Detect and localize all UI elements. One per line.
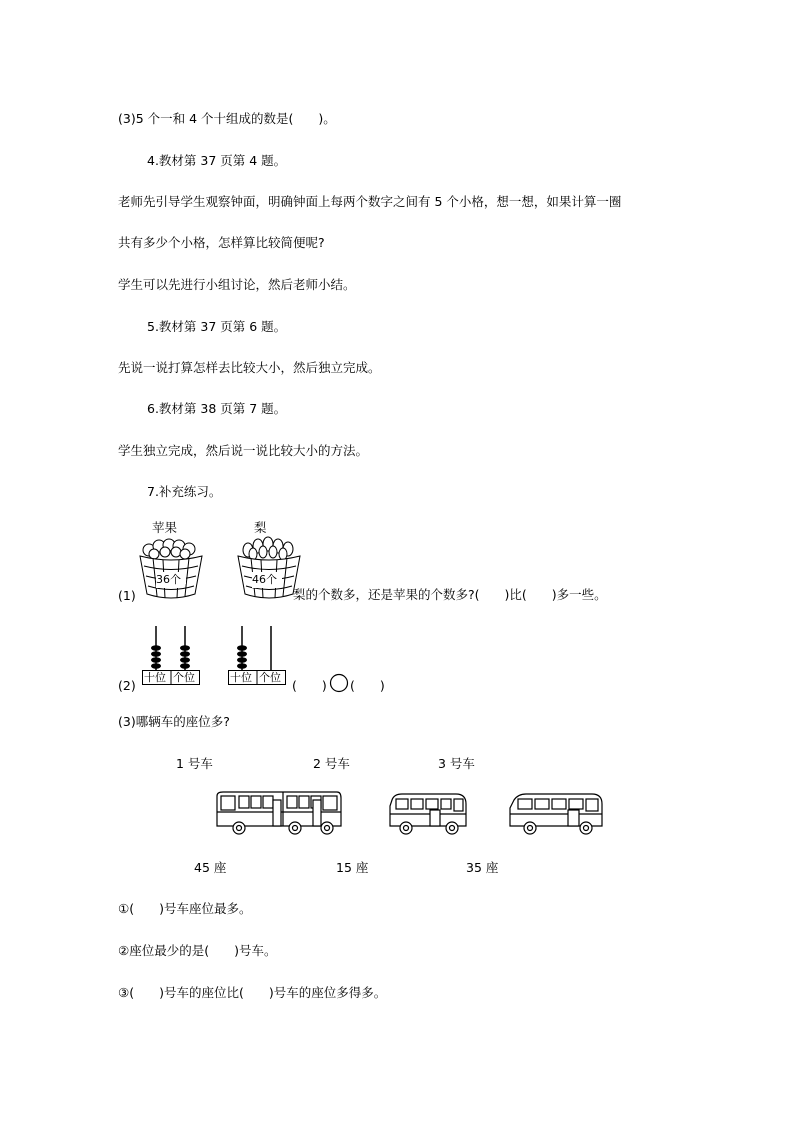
- bus-3-seats: 35 座: [466, 860, 499, 875]
- exercise-1-number: (1): [118, 588, 136, 603]
- exercise-2-blank-right[interactable]: ( ): [350, 678, 385, 693]
- abacus-1-ones-bead: [180, 663, 190, 669]
- abacus-1-tens-bead: [151, 663, 161, 669]
- question-3-five-ones-four-tens: (3)5 个一和 4 个十组成的数是( )。: [118, 111, 336, 126]
- abacus-2-tens-label: 十位: [230, 671, 252, 684]
- exercise-2-number: (2): [118, 678, 136, 693]
- paragraph-item-5: 先说一说打算怎样去比较大小，然后独立完成。: [118, 360, 381, 375]
- bus-3-name: 3 号车: [438, 756, 475, 771]
- exercise-3-question-1: ①( )号车座位最多。: [118, 901, 252, 916]
- heading-item-5: 5.教材第 37 页第 6 题。: [147, 319, 287, 334]
- abacus-1-ones-bead: [180, 657, 190, 663]
- abacus-1-tens-bead: [151, 645, 161, 651]
- heading-item-4: 4.教材第 37 页第 4 题。: [147, 153, 287, 168]
- paragraph-clock-line-1: 老师先引导学生观察钟面，明确钟面上每两个数字之间有 5 个小格，想一想，如果计算一圈: [118, 194, 622, 209]
- exercise-1-question: 梨的个数多，还是苹果的个数多?( )比( )多一些。: [293, 587, 607, 602]
- bus-1-image: [213, 788, 343, 838]
- exercise-3-heading: (3)哪辆车的座位多?: [118, 714, 230, 729]
- abacus-2-tens-bead: [237, 663, 247, 669]
- abacus-1-tens-bead: [151, 651, 161, 657]
- abacus-1-tens-label: 十位: [144, 671, 166, 684]
- abacus-1-tens-bead: [151, 657, 161, 663]
- bus-1-seats: 45 座: [194, 860, 227, 875]
- exercise-2-blank-left[interactable]: ( ): [292, 678, 327, 693]
- pear-count: 46个: [252, 573, 277, 586]
- abacus-1-ones-bead: [180, 645, 190, 651]
- exercise-3-question-3: ③( )号车的座位比( )号车的座位多得多。: [118, 985, 387, 1000]
- exercise-3-question-2: ②座位最少的是( )号车。: [118, 943, 277, 958]
- abacus-1-ones-bead: [180, 651, 190, 657]
- apple-label: 苹果: [152, 520, 178, 535]
- abacus-2-tens-bead: [237, 645, 247, 651]
- abacus-2-tens-bead: [237, 651, 247, 657]
- compare-circle-icon[interactable]: [329, 673, 349, 693]
- abacus-2-ones-label: 个位: [259, 671, 281, 684]
- bus-3-image: [506, 790, 606, 838]
- abacus-1-ones-label: 个位: [173, 671, 195, 684]
- abacus-2: [228, 626, 288, 686]
- bus-1-name: 1 号车: [176, 756, 213, 771]
- abacus-2-tens-bead: [237, 657, 247, 663]
- bus-2-image: [386, 790, 470, 838]
- paragraph-item-6: 学生独立完成，然后说一说比较大小的方法。: [118, 443, 369, 458]
- pear-label: 梨: [254, 520, 267, 535]
- heading-item-6: 6.教材第 38 页第 7 题。: [147, 401, 287, 416]
- paragraph-clock-line-3: 学生可以先进行小组讨论，然后老师小结。: [118, 277, 356, 292]
- apple-basket-image: [135, 536, 207, 602]
- bus-2-seats: 15 座: [336, 860, 369, 875]
- apple-count: 36个: [156, 573, 181, 586]
- bus-2-name: 2 号车: [313, 756, 350, 771]
- paragraph-clock-line-2: 共有多少个小格，怎样算比较简便呢?: [118, 235, 325, 250]
- abacus-1: [142, 626, 202, 686]
- heading-item-7: 7.补充练习。: [147, 484, 222, 499]
